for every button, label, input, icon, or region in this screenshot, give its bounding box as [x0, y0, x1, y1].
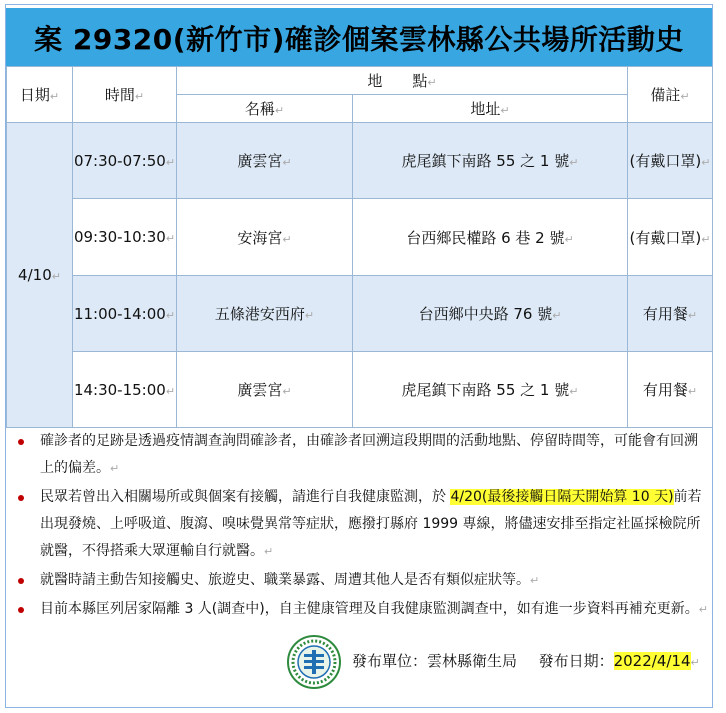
header-remark: 備註↵: [628, 67, 713, 123]
bullet-icon: [18, 495, 24, 501]
header-location: 地 點↵: [177, 67, 628, 95]
name-cell: 廣雲宮↵: [177, 123, 353, 199]
note-item: 目前本縣匡列居家隔離 3 人(調查中)，自主健康管理及自我健康監測調查中，如有進一步資料再補充更新。↵: [18, 596, 708, 623]
note-item: 就醫時請主動告知接觸史、旅遊史、職業暴露、周遭其他人是否有類似症狀等。↵: [18, 567, 708, 594]
remark-cell: (有戴口罩)↵: [628, 123, 713, 199]
header-date: 日期↵: [7, 67, 73, 123]
note-item: 民眾若曾出入相關場所或與個案有接觸，請進行自我健康監測，於 4/20(最後接觸日隔天開始算 10 天)前若出現發燒、上呼吸道、腹瀉、嗅味覺異常等症狀，應撥打縣府 1999 專線，將儘速安排至指定社區採檢院所就醫，不得搭乘大眾運輸自行就醫。↵: [18, 484, 708, 565]
address-cell: 虎尾鎮下南路 55 之 1 號↵: [353, 123, 628, 199]
deadline-highlight: 4/20(最後接觸日隔天開始算 10 天): [450, 489, 674, 505]
table-row: [7, 276, 713, 352]
publish-info: 發布單位：雲林縣衛生局 發布日期：2022/4/14↵: [352, 652, 700, 670]
page-title: 案 29320(新竹市)確診個案雲林縣公共場所活動史: [34, 22, 684, 56]
bullet-icon: [18, 578, 24, 584]
notes-list: [18, 428, 708, 625]
footer: [286, 632, 706, 694]
activity-table: [6, 66, 713, 428]
time-cell: 11:00-14:00↵: [73, 276, 177, 352]
remark-cell: (有戴口罩)↵: [628, 199, 713, 276]
publish-unit: 發布單位：雲林縣衛生局: [352, 652, 518, 670]
header-name: 名稱↵: [177, 95, 353, 123]
remark-cell: 有用餐↵: [628, 276, 713, 352]
name-cell: 廣雲宮↵: [177, 352, 353, 428]
bullet-icon: [18, 607, 24, 613]
title-bar: [6, 8, 712, 67]
name-cell: 安海宮↵: [177, 199, 353, 276]
address-cell: 虎尾鎮下南路 55 之 1 號↵: [353, 352, 628, 428]
name-cell: 五條港安西府↵: [177, 276, 353, 352]
yunlin-county-seal-icon: [286, 634, 342, 690]
header-time: 時間↵: [73, 67, 177, 123]
bullet-icon: [18, 439, 24, 445]
time-cell: 09:30-10:30↵: [73, 199, 177, 276]
table-row: [7, 352, 713, 428]
time-cell: 07:30-07:50↵: [73, 123, 177, 199]
address-cell: 台西鄉中央路 76 號↵: [353, 276, 628, 352]
note-item: 確診者的足跡是透過疫情調查詢問確診者，由確診者回溯這段期間的活動地點、停留時間等，可能會有回溯上的偏差。↵: [18, 428, 708, 482]
publish-date-label: 發布日期：: [538, 652, 614, 670]
address-cell: 台西鄉民權路 6 巷 2 號↵: [353, 199, 628, 276]
date-cell: 4/10↵: [7, 123, 73, 428]
publish-date: 2022/4/14: [613, 652, 691, 670]
table-row: [7, 199, 713, 276]
header-address: 地址↵: [353, 95, 628, 123]
remark-cell: 有用餐↵: [628, 352, 713, 428]
time-cell: 14:30-15:00↵: [73, 352, 177, 428]
table-row: [7, 123, 713, 199]
